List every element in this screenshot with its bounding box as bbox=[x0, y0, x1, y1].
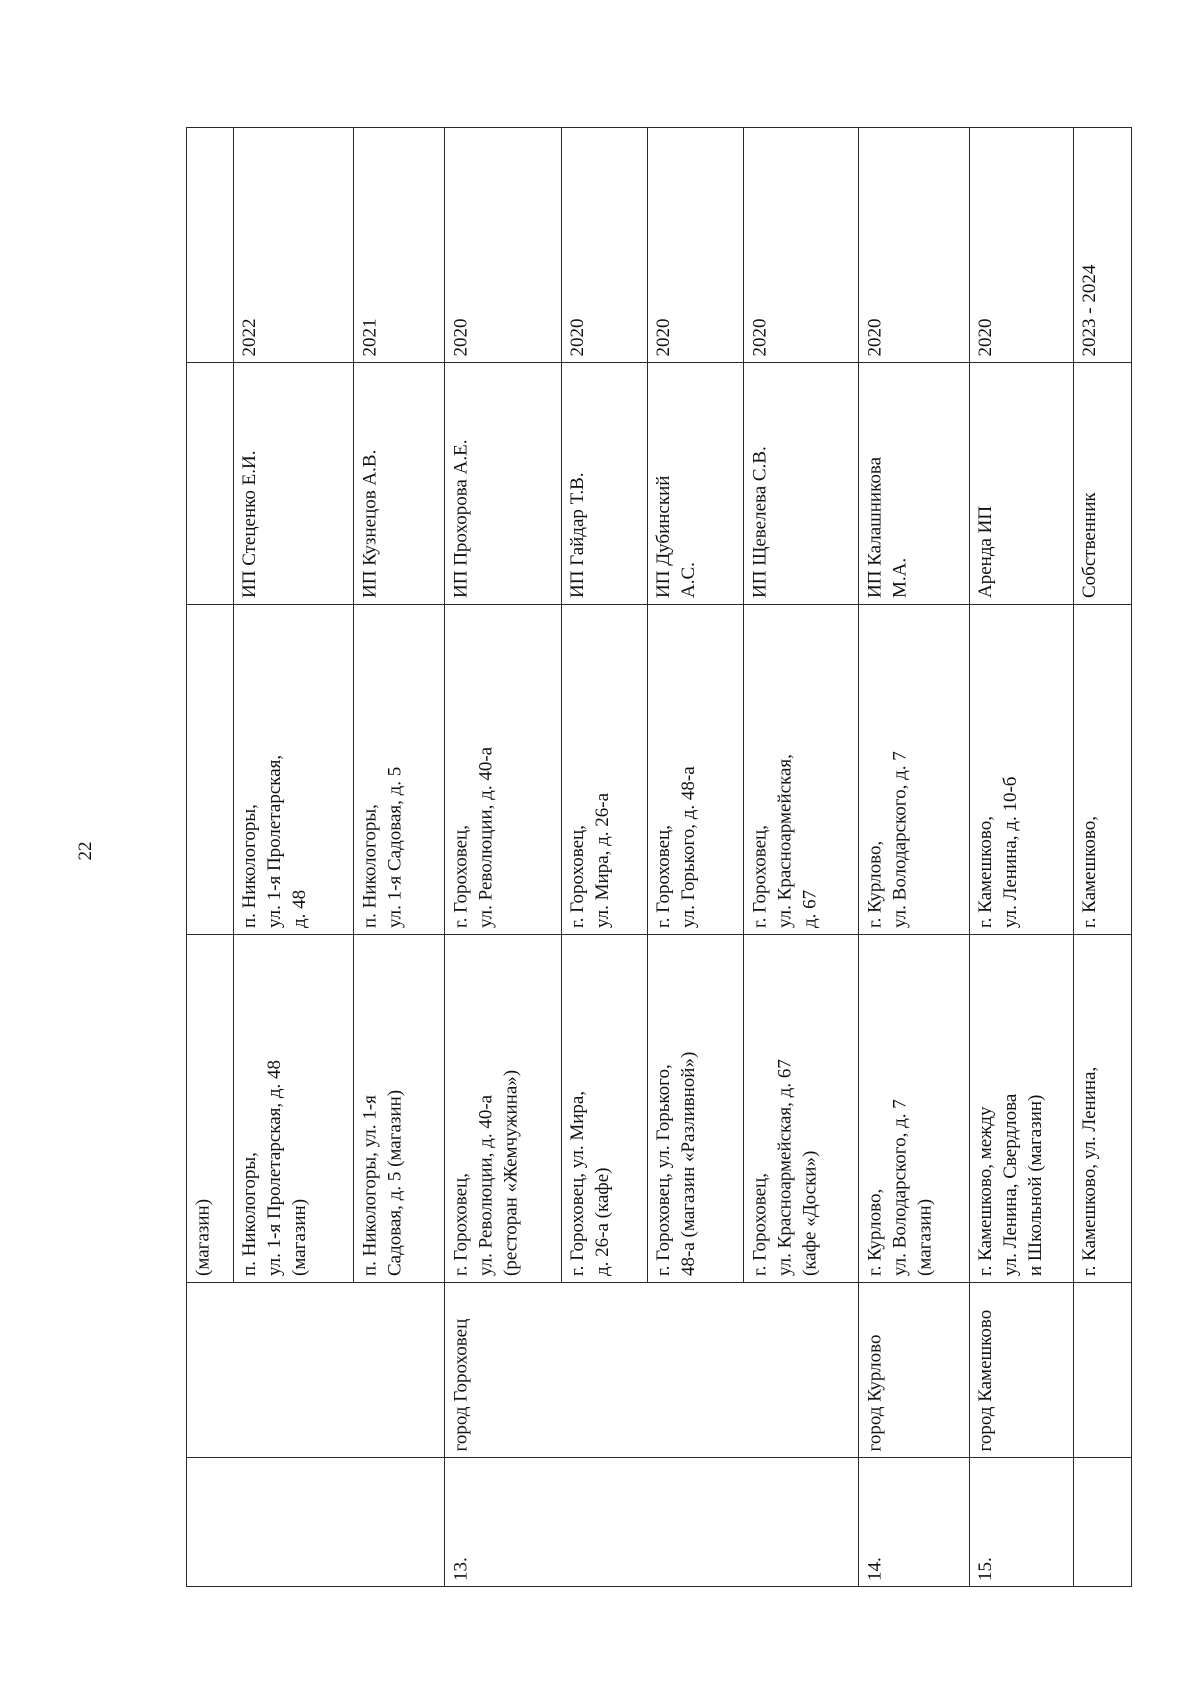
cell-owner bbox=[647, 362, 743, 604]
cell-owner-text: ИП Стеценко Е.И. bbox=[239, 450, 260, 598]
column-divider bbox=[1073, 1457, 1131, 1458]
cell-number bbox=[969, 1457, 1073, 1587]
cell-owner bbox=[1073, 362, 1131, 604]
cell-address bbox=[1073, 604, 1131, 934]
cell-owner bbox=[969, 362, 1073, 604]
cell-object bbox=[561, 934, 647, 1282]
cell-owner bbox=[353, 362, 444, 604]
cell-address bbox=[561, 604, 647, 934]
cell-settlement bbox=[858, 1282, 969, 1457]
cell-address-text: г. Гороховец, ул. Мира, д. 26-а bbox=[567, 792, 613, 928]
cell-year bbox=[353, 127, 444, 362]
cell-address-text: г. Гороховец, ул. Революции, д. 40-а bbox=[450, 746, 496, 928]
cell-number-text: 15. bbox=[975, 1557, 996, 1581]
cell-number-text: 14. bbox=[864, 1557, 885, 1581]
cell-settlement-text: город Гороховец bbox=[450, 1318, 471, 1451]
column-divider bbox=[353, 1282, 444, 1283]
column-divider bbox=[561, 1282, 647, 1283]
cell-object-text: (магазин) bbox=[192, 1198, 213, 1276]
cell-year-text: 2023 - 2024 bbox=[1079, 264, 1100, 356]
cell-number bbox=[858, 1457, 969, 1587]
cell-address-text: г. Камешково, ул. Ленина, д. 10-б bbox=[975, 776, 1021, 928]
cell-object bbox=[858, 934, 969, 1282]
cell-object bbox=[233, 934, 353, 1282]
cell-owner bbox=[233, 362, 353, 604]
cell-owner-text: ИП Гайдар Т.В. bbox=[567, 472, 588, 598]
table-right-border bbox=[1131, 127, 1132, 1587]
cell-number bbox=[444, 1457, 561, 1587]
column-divider bbox=[1073, 1282, 1131, 1283]
cell-object-text: п. Никологоры, ул. 1-я Садовая, д. 5 (магазин) bbox=[359, 1089, 405, 1276]
cell-address bbox=[743, 604, 858, 934]
cell-settlement-text: город Камешково bbox=[975, 1309, 996, 1451]
row-divider bbox=[1073, 1282, 1074, 1457]
cell-object bbox=[647, 934, 743, 1282]
cell-number-text: 13. bbox=[450, 1557, 471, 1581]
cell-year-text: 2020 bbox=[864, 318, 885, 356]
cell-address bbox=[353, 604, 444, 934]
cell-address-text: п. Никологоры, ул. 1-я Садовая, д. 5 bbox=[359, 766, 405, 928]
cell-owner-text: ИП Калашникова М.А. bbox=[864, 456, 910, 598]
cell-object bbox=[969, 934, 1073, 1282]
column-divider bbox=[186, 604, 233, 605]
cell-year-text: 2020 bbox=[749, 318, 770, 356]
cell-address bbox=[969, 604, 1073, 934]
row-divider bbox=[1073, 1457, 1074, 1587]
cell-year-text: 2021 bbox=[359, 318, 380, 356]
cell-owner bbox=[743, 362, 858, 604]
column-divider bbox=[186, 1282, 233, 1283]
column-divider bbox=[647, 1282, 743, 1283]
cell-object bbox=[1073, 934, 1131, 1282]
column-divider bbox=[743, 1457, 858, 1458]
cell-year-text: 2020 bbox=[975, 318, 996, 356]
cell-owner-text: ИП Дубинский А.С. bbox=[653, 475, 699, 598]
cell-address bbox=[444, 604, 561, 934]
cell-address bbox=[647, 604, 743, 934]
cell-owner-text: ИП Прохорова А.Е. bbox=[450, 439, 471, 598]
cell-year bbox=[969, 127, 1073, 362]
cell-owner bbox=[858, 362, 969, 604]
cell-year bbox=[444, 127, 561, 362]
cell-year-text: 2020 bbox=[653, 318, 674, 356]
cell-object-text: г. Курлово, ул. Володарского, д. 7 (магазин) bbox=[864, 1099, 935, 1276]
cell-address-text: г. Камешково, bbox=[1079, 816, 1100, 928]
cell-owner bbox=[561, 362, 647, 604]
cell-object-text: г. Камешково, между ул. Ленина, Свердлова и Школьной (магазин) bbox=[975, 1093, 1046, 1276]
cell-year bbox=[1073, 127, 1131, 362]
column-divider bbox=[186, 362, 233, 363]
cell-object bbox=[444, 934, 561, 1282]
column-divider bbox=[353, 1457, 444, 1458]
page-number: 22 bbox=[75, 841, 96, 861]
cell-owner-text: Собственник bbox=[1079, 492, 1100, 598]
cell-object-text: г. Камешково, ул. Ленина, bbox=[1079, 1066, 1100, 1276]
cell-object-text: п. Никологоры, ул. 1-я Пролетарская, д. 48 (магазин) bbox=[239, 1059, 310, 1276]
cell-owner-text: ИП Кузнецов А.В. bbox=[359, 449, 380, 598]
cell-year-text: 2020 bbox=[450, 318, 471, 356]
cell-settlement-text: город Курлово bbox=[864, 1333, 885, 1451]
cell-object-text: г. Гороховец, ул. Красноармейская, д. 67 (кафе «Доски») bbox=[749, 1059, 820, 1276]
column-divider bbox=[647, 1457, 743, 1458]
cell-settlement bbox=[969, 1282, 1073, 1457]
column-divider bbox=[233, 1282, 353, 1283]
cell-year-text: 2022 bbox=[239, 318, 260, 356]
cell-settlement bbox=[444, 1282, 561, 1457]
cell-address-text: г. Гороховец, ул. Красноармейская, д. 67 bbox=[749, 754, 820, 928]
cell-owner-text: Аренда ИП bbox=[975, 505, 996, 598]
cell-object bbox=[743, 934, 858, 1282]
cell-object-text: г. Гороховец, ул. Горького, 48-а (магазин «Разливной») bbox=[653, 1051, 699, 1276]
cell-year bbox=[858, 127, 969, 362]
cell-address bbox=[233, 604, 353, 934]
cell-object-text: г. Гороховец, ул. Мира, д. 26-а (кафе) bbox=[567, 1090, 613, 1276]
column-divider bbox=[561, 1457, 647, 1458]
cell-owner-text: ИП Щевелева С.В. bbox=[749, 446, 770, 598]
cell-year-text: 2020 bbox=[567, 318, 588, 356]
cell-year bbox=[743, 127, 858, 362]
cell-address-text: г. Гороховец, ул. Горького, д. 48-а bbox=[653, 766, 699, 928]
cell-address-text: г. Курлово, ул. Володарского, д. 7 bbox=[864, 751, 910, 928]
cell-year bbox=[647, 127, 743, 362]
column-divider bbox=[233, 1457, 353, 1458]
cell-object bbox=[353, 934, 444, 1282]
cell-address bbox=[858, 604, 969, 934]
cell-year bbox=[233, 127, 353, 362]
cell-year bbox=[561, 127, 647, 362]
cell-address-text: п. Никологоры, ул. 1-я Пролетарская, д. 48 bbox=[239, 754, 310, 928]
column-divider bbox=[186, 1457, 233, 1458]
cell-object bbox=[186, 934, 233, 1282]
cell-owner bbox=[444, 362, 561, 604]
cell-object-text: г. Гороховец, ул. Революции, д. 40-а (ресторан «Жемчужина») bbox=[450, 1069, 521, 1276]
column-divider bbox=[743, 1282, 858, 1283]
